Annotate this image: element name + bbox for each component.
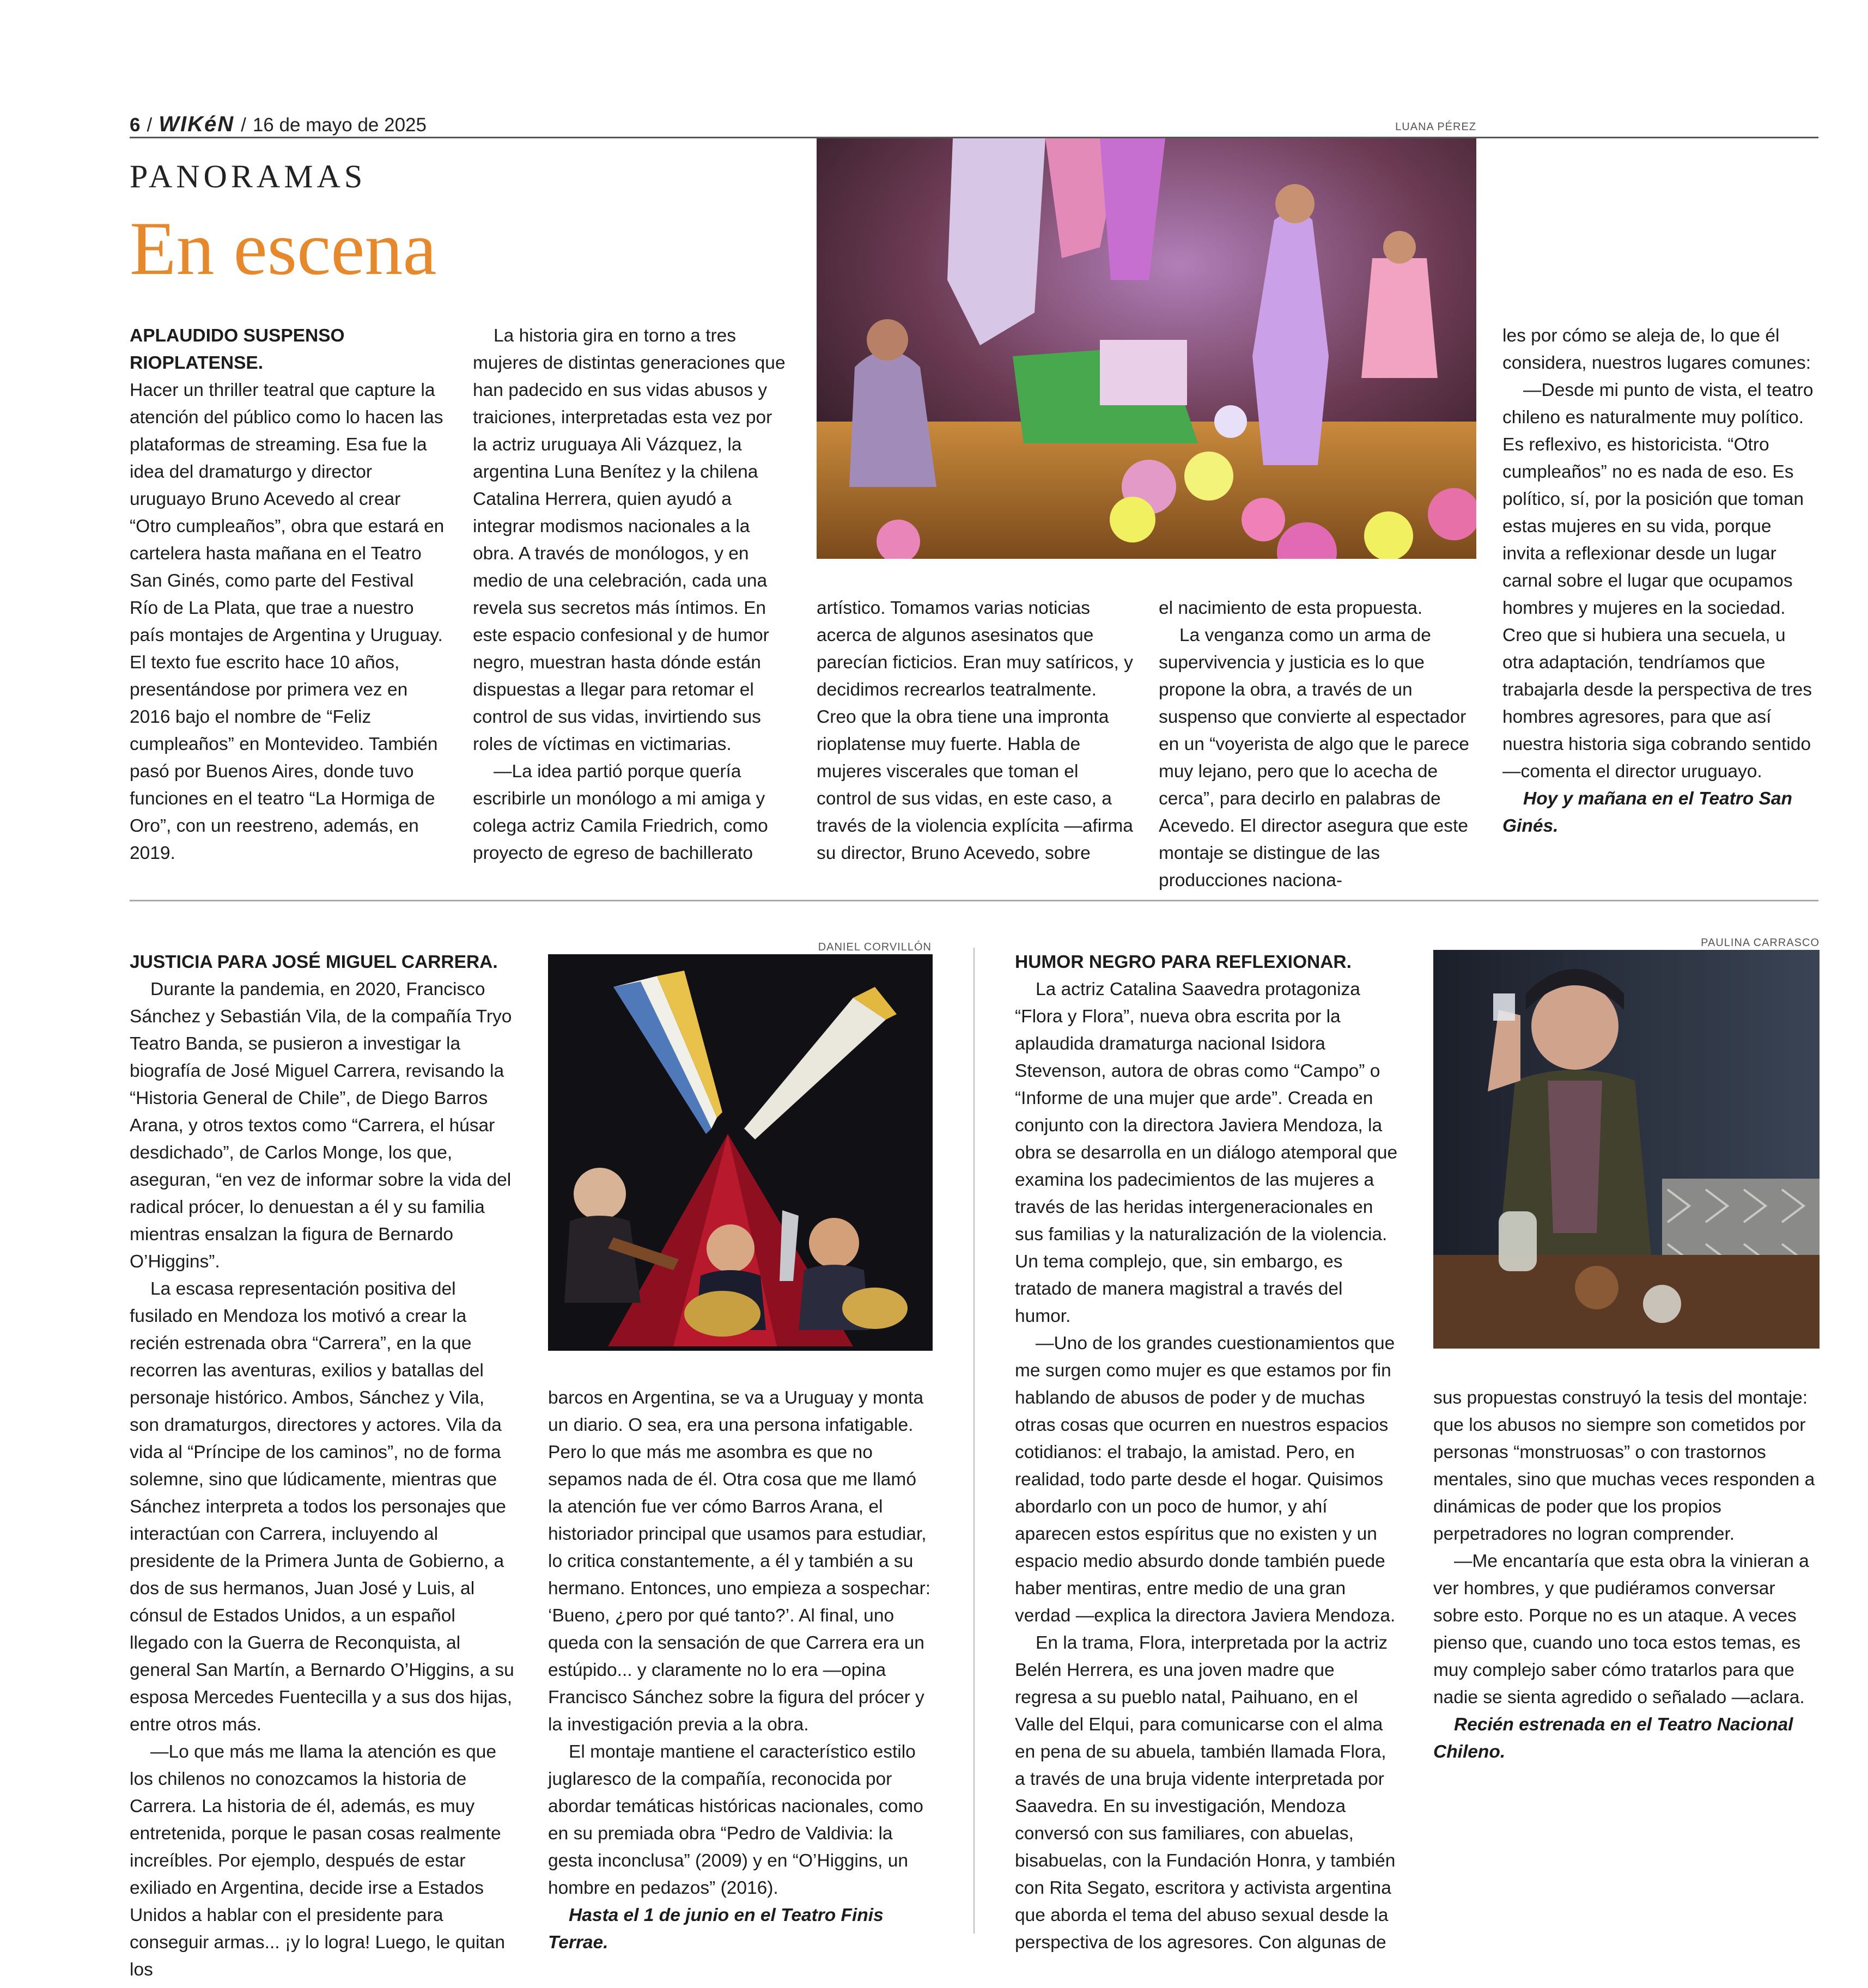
article2-paragraph: Durante la pandemia, en 2020, Francisco Sánchez y Sebastián Vila, de la compañía Tryo Teatro Banda, se pusieron a investigar la biografía de José Miguel Carrera, revisando la “Historia General de Chile”, de Diego Barros Arana, y otros textos como “Carrera, el húsar desdichado”, de Carlos Monge, los que, aseguran, “en vez de informar sobre la vida del radical prócer, lo denuestan a él y su familia mientras ensalzan la figura de Bernardo O’Higgins”. bbox=[130, 979, 512, 1272]
folio-separator: / bbox=[241, 114, 246, 136]
article3-col2 bbox=[1433, 1385, 1820, 1766]
page-title: En escena bbox=[130, 206, 437, 291]
column-rule bbox=[973, 948, 975, 1934]
folio bbox=[130, 112, 427, 137]
article1-col3 bbox=[817, 595, 1135, 867]
photo-credit-top: LUANA PÉREZ bbox=[1395, 121, 1476, 133]
article1-col5 bbox=[1502, 322, 1818, 840]
issue-date: 16 de mayo de 2025 bbox=[252, 114, 427, 136]
article1-headline: APLAUDIDO SUSPENSO RIOPLATENSE. bbox=[130, 326, 345, 373]
photo-carrera bbox=[548, 954, 933, 1351]
section-label: PANORAMAS bbox=[130, 158, 367, 194]
article2-col2 bbox=[548, 1385, 933, 1956]
article3-headline: HUMOR NEGRO PARA REFLEXIONAR. bbox=[1015, 952, 1352, 972]
folio-separator: / bbox=[147, 114, 153, 136]
article2-paragraph: —Lo que más me llama la atención es que los chilenos no conozcamos la historia de Carrera. La historia de él, además, es muy entretenida, porque le pasan cosas realmente increíbles. Por ejemplo, después de estar exiliado en Argentina, decide irse a Estados Unidos a hablar con el presidente para conseguir armas... ¡y lo logra! Luego, le quitan los bbox=[130, 1742, 505, 1980]
article1-paragraph: —La idea partió porque quería escribirle un monólogo a mi amiga y colega actriz Camila Friedrich, como proyecto de egreso de bachillerato bbox=[473, 761, 768, 863]
article1-paragraph: La historia gira en torno a tres mujeres de distintas generaciones que han padecido en sus vidas abusos y traiciones, interpretadas esta vez por la actriz uruguaya Ali Vázquez, la argentina Luna Benítez y la chilena Catalina Herrera, quien ayudó a integrar modismos nacionales a la obra. A través de monólogos, y en medio de una celebración, cada una revela sus secretos más íntimos. En este espacio confesional y de humor negro, muestran hasta dónde están dispuestas a llegar para retomar el control de sus vidas, invirtiendo sus roles de víctimas en victimarias. bbox=[473, 326, 786, 754]
page-number: 6 bbox=[130, 114, 141, 136]
article3-paragraph: sus propuestas construyó la tesis del montaje: que los abusos no siempre son cometidos por personas “monstruosas” o con trastornos mentales, sino que muchas veces responden a dinámicas de poder que los propios perpetradores no logran comprender. bbox=[1433, 1388, 1815, 1544]
article1-paragraph: —Desde mi punto de vista, el teatro chileno es naturalmente muy político. Es reflexivo, es historicista. “Otro cumpleaños” no es nada de eso. Es político, sí, por la posición que toman estas mujeres en su vida, porque invita a reflexionar desde un lugar carnal sobre el lugar que ocupamos hombres y mujeres en la sociedad. Creo que si hubiera una secuela, u otra adaptación, tendríamos que trabajarla desde la perspectiva de tres hombres agresores, para que así nuestra historia siga cobrando sentido —comenta el director uruguayo. bbox=[1502, 380, 1814, 782]
article2-paragraph: barcos en Argentina, se va a Uruguay y monta un diario. O sea, era una persona infatigable. Pero lo que más me asombra es que no sepamos nada de él. Otra cosa que me llamó la atención fue ver cómo Barros Arana, el historiador principal que usamos para estudiar, lo critica constantemente, a él y también a su hermano. Entonces, uno empieza a sospechar: ‘Bueno, ¿pero por qué tanto?’. Al final, uno queda con la sensación de que Carrera era un estúpido... y claramente no lo era —opina Francisco Sánchez sobre la figura del prócer y la investigación previa a la obra. bbox=[548, 1388, 931, 1735]
article2-paragraph: La escasa representación positiva del fusilado en Mendoza los motivó a crear la recién estrenada obra “Carrera”, en la que recorren las aventuras, exilios y batallas del personaje histórico. Ambos, Sánchez y Vila, son dramaturgos, directores y actores. Vila da vida al “Príncipe de los caminos”, no de forma solemne, sino que lúdicamente, mientras que Sánchez interpreta a todos los personajes que interactúan con Carrera, incluyendo al presidente de la Primera Junta de Gobierno, a dos de sus hermanos, Juan José y Luis, al cónsul de Estados Unidos, a un español llegado con la Guerra de Reconquista, al general San Martín, a Bernardo O’Higgins, a su esposa Mercedes Fuentecilla y a sus dos hijas, entre otros más. bbox=[130, 1279, 514, 1735]
article1-paragraph: Hacer un thriller teatral que capture la atención del público como lo hacen las plataformas de streaming. Esa fue la idea del dramaturgo y director uruguayo Bruno Acevedo al crear “Otro cumpleaños”, obra que estará en cartelera hasta mañana en el Teatro San Ginés, como parte del Festival Río de La Plata, que trae a nuestro país montajes de Argentina y Uruguay. El texto fue escrito hace 10 años, presentándose por primera vez en 2016 bajo el nombre de “Feliz cumpleaños” en Montevideo. También pasó por Buenos Aires, donde tuvo funciones en el teatro “La Hormiga de Oro”, con un reestreno, además, en 2019. bbox=[130, 380, 445, 863]
article2-col1 bbox=[130, 949, 516, 1984]
article1-col4 bbox=[1159, 595, 1477, 894]
article3-paragraph: La actriz Catalina Saavedra protagoniza “Flora y Flora”, nueva obra escrita por la aplaudida dramaturga nacional Isidora Stevenson, autora de obras como “Campo” o “Informe de una mujer que arde”. Creada en conjunto con la directora Javiera Mendoza, la obra se desarrolla en un diálogo atemporal que examina los padecimientos de las mujeres a través de las heridas intergeneracionales en sus familias y la naturalización de la violencia. Un tema complejo, que, sin embargo, es tratado de manera magistral a través del humor. bbox=[1015, 979, 1398, 1326]
article1-paragraph: el nacimiento de esta propuesta. bbox=[1159, 598, 1423, 618]
photo-credit-flora: PAULINA CARRASCO bbox=[1701, 937, 1820, 949]
article1-venue: Hoy y mañana en el Teatro San Ginés. bbox=[1502, 789, 1792, 836]
article2-headline: JUSTICIA PARA JOSÉ MIGUEL CARRERA. bbox=[130, 952, 498, 972]
article1-paragraph: les por cómo se aleja de, lo que él considera, nuestros lugares comunes: bbox=[1502, 326, 1811, 373]
publication-logo: WIKéN bbox=[159, 112, 235, 136]
article3-paragraph: —Me encantaría que esta obra la vinieran a ver hombres, y que pudiéramos conversar sobre esto. Porque no es un ataque. A veces pienso que, cuando uno toca estos temas, es muy complejo saber cómo tratarlos para que nadie se sienta agredido o señalado —aclara. bbox=[1433, 1551, 1809, 1708]
article1-col2 bbox=[473, 322, 789, 867]
article1-paragraph: La venganza como un arma de supervivencia y justicia es lo que propone la obra, a través de un suspenso que convierte al espectador en un “voyerista de algo que le parece muy lejano, pero que lo acecha de cerca”, para decirlo en palabras de Acevedo. El director asegura que este montaje se distingue de las producciones naciona- bbox=[1159, 625, 1469, 891]
carrera-photo-illustration bbox=[548, 954, 933, 1351]
flora-photo-illustration bbox=[1433, 950, 1820, 1349]
section-divider bbox=[130, 900, 1818, 901]
article1-paragraph: artístico. Tomamos varias noticias acerca de algunos asesinatos que parecían ficticios. Eran muy satíricos, y decidimos recrearlos teatralmente. Creo que la obra tiene una impronta rioplatense muy fuerte. Habla de mujeres viscerales que toman el control de sus vidas, en este caso, a través de la violencia explícita —afirma su director, Bruno Acevedo, sobre bbox=[817, 598, 1133, 863]
stage-photo-illustration bbox=[817, 138, 1476, 559]
article1-col1 bbox=[130, 322, 446, 867]
article3-paragraph: —Uno de los grandes cuestionamientos que me surgen como mujer es que estamos por fin hablando de abusos de poder y de muchas otras cosas que ocurren en nuestros espacios cotidianos: el trabajo, la amistad. Pero, en realidad, todo parte desde el hogar. Quisimos abordarlo con un poco de humor, y ahí aparecen estos espíritus que no existen y un espacio medio absurdo donde también puede haber mentiras, entre medio de una gran verdad —explica la directora Javiera Mendoza. bbox=[1015, 1333, 1396, 1626]
article3-venue: Recién estrenada en el Teatro Nacional Chileno. bbox=[1433, 1715, 1793, 1762]
article2-venue: Hasta el 1 de junio en el Teatro Finis Terrae. bbox=[548, 1905, 884, 1953]
photo-flora-y-flora bbox=[1433, 950, 1820, 1349]
article2-paragraph: El montaje mantiene el característico estilo juglaresco de la compañía, reconocida por abordar temáticas históricas nacionales, como en su premiada obra “Pedro de Valdivia: la gesta inconclusa” (2009) y en “O’Higgins, un hombre en pedazos” (2016). bbox=[548, 1742, 923, 1898]
photo-otro-cumpleanos bbox=[817, 138, 1476, 559]
photo-credit-carrera: DANIEL CORVILLÓN bbox=[818, 941, 932, 953]
article3-paragraph: En la trama, Flora, interpretada por la actriz Belén Herrera, es una joven madre que regresa a su pueblo natal, Paihuano, en el Valle del Elqui, para comunicarse con el alma en pena de su abuela, también llamada Flora, a través de una bruja vidente interpretada por Saavedra. En su investigación, Mendoza conversó con sus familiares, con abuelas, bisabuelas, con la Fundación Honra, y también con Rita Segato, escritora y activista argentina que aborda el tema del abuso sexual desde la perspectiva de los agresores. Con algunas de bbox=[1015, 1633, 1396, 1953]
article3-col1 bbox=[1015, 949, 1399, 1956]
